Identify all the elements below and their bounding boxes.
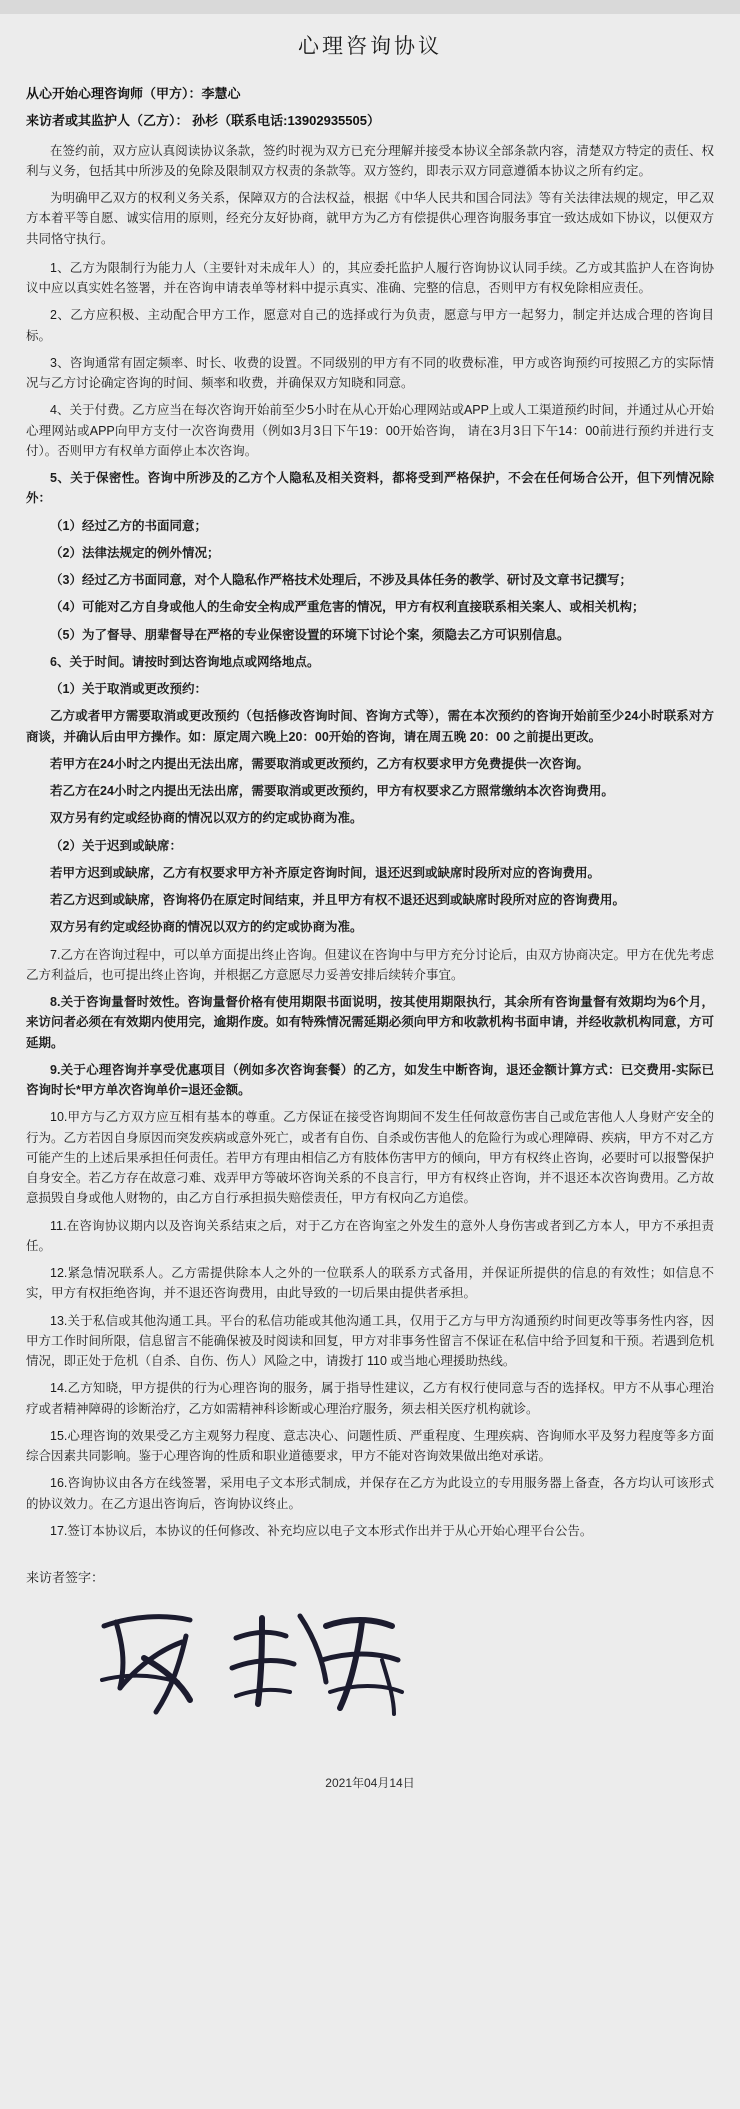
clause-14: 14.乙方知晓，甲方提供的行为心理咨询的服务，属于指导性建议，乙方有权行使同意与否的选择权。甲方不从事心理治疗或者精神障碍的诊断治疗，乙方如需精神科诊断或心理治疗服务，须去相关医疗机构就诊。 [26,1381,714,1416]
clause-6-agreement-note-2: 双方另有约定或经协商的情况以双方的约定或协商为准。 [50,920,363,935]
signature-date: 2021年04月14日 [325,1776,415,1791]
clause-13: 13.关于私信或其他沟通工具。平台的私信功能或其他沟通工具，仅用于乙方与甲方沟通预约时间更改等事务性内容，因甲方工作时间所限，信息留言不能确保被及时阅读和回复，甲方对非事务性留言不保证在私信中给予回复和干预。若遇到危机情况，即正处于危机（自杀、自伤、伤人）风险之中，请拨打 110 或当地心理援助热线。 [26,1313,714,1369]
page-title: 心理咨询协议 [298,34,442,59]
clause-6-client-late: 若乙方迟到或缺席，咨询将仍在原定时间结束，并且甲方有权不退还迟到或缺席时段所对应的咨询费用。 [50,893,626,908]
document-body [0,84,740,1791]
clause-6-sub-1: （1）关于取消或更改预约： [50,682,207,697]
clause-7: 7.乙方在咨询过程中，可以单方面提出终止咨询。但建议在咨询中与甲方充分讨论后，由双方协商决定。甲方在优先考虑乙方利益后，也可提出终止咨询，并根据乙方意愿尽力妥善安排后续转介事宜。 [26,947,714,982]
intro-paragraph-2: 为明确甲乙双方的权利义务关系，保障双方的合法权益，根据《中华人民共和国合同法》等有关法律法规的规定，甲乙双方本着平等自愿、诚实信用的原则，经充分友好协商，就甲方为乙方有偿提供心理咨询服务事宜一致达成如下协议，以便双方共同恪守执行。 [26,191,714,246]
clause-5: 5、关于保密性。咨询中所涉及的乙方个人隐私及相关资料，都将受到严格保护，不会在任何场合公开，但下列情况除外： [26,471,714,506]
clause-5-sub-1: （1）经过乙方的书面同意； [50,518,207,533]
clause-9: 9.关于心理咨询并享受优惠项目（例如多次咨询套餐）的乙方，如发生中断咨询，退还金额计算方式：已交费用-实际已咨询时长*甲方单次咨询单价=退还金额。 [26,1062,714,1098]
clause-6-counselor-cancel: 若甲方在24小时之内提出无法出席，需要取消或更改预约，乙方有权要求甲方免费提供一次咨询。 [50,756,589,771]
clause-12: 12.紧急情况联系人。乙方需提供除本人之外的一位联系人的联系方式备用，并保证所提供的信息的有效性；如信息不实，甲方有权拒绝咨询，并不退还咨询费用，由此导致的一切后果由提供者承担。 [26,1266,714,1301]
clause-6: 6、关于时间。请按时到达咨询地点或网络地点。 [50,654,320,669]
intro-paragraph-1: 在签约前，双方应认真阅读协议条款，签约时视为双方已充分理解并接受本协议全部条款内容，清楚双方特定的责任、权利与义务，包括其中所涉及的免除及限制双方权责的条款等。双方签约，即表示双方同意遵循本协议之所有约定。 [26,143,714,178]
clause-1: 1、乙方为限制行为能力人（主要针对未成年人）的，其应委托监护人履行咨询协议认同手续。乙方或其监护人在咨询协议中应以真实姓名签署，并在咨询申请表单等材料中提示真实、准确、完整的信息，否则甲方有权免除相应责任。 [26,260,714,296]
clause-5-sub-4: （4）可能对乙方自身或他人的生命安全构成严重危害的情况，甲方有权利直接联系相关案人、或相关机构； [50,600,645,615]
signature-area [26,1590,714,1740]
signature-label: 来访者签字： [26,1570,105,1586]
clause-5-sub-2: （2）法律法规定的例外情况； [50,545,220,560]
clause-6-agreement-note-1: 双方另有约定或经协商的情况以双方的约定或协商为准。 [50,811,363,826]
clause-5-sub-3: （3）经过乙方书面同意，对个人隐私作严格技术处理后，不涉及具体任务的教学、研讨及文章书记撰写； [50,573,632,588]
clause-16: 16.咨询协议由各方在线签署，采用电子文本形式制成，并保存在乙方为此设立的专用服务器上备查，各方均认可该形式的协议效力。在乙方退出咨询后，咨询协议终止。 [26,1476,714,1511]
clause-4: 4、关于付费。乙方应当在每次咨询开始前至少5小时在从心开始心理网站或APP上或人工渠道预约时间，并通过从心开始心理网站或APP向甲方支付一次咨询费用（例如3月3日下午19：00开始咨询， 请在3月3日下午14：00前进行预约并进行支付）。否则甲方有权单方面停止本次咨询。 [26,403,714,458]
clause-17: 17.签订本协议后，本协议的任何修改、补充均应以电子文本形式作出并于从心开始心理平台公告。 [50,1523,593,1538]
clause-6-client-cancel: 若乙方在24小时之内提出无法出席，需要取消或更改预约，甲方有权要求乙方照常缴纳本次咨询费用。 [50,784,614,799]
clause-8: 8.关于咨询量督时效性。咨询量督价格有使用期限书面说明，按其使用期限执行，其余所有咨询量督有效期均为6个月，来访问者必须在有效期内使用完，逾期作废。如有特殊情况需延期必须向甲方和收款机构书面申请，并经收款机构同意，方可延期。 [26,995,714,1050]
clause-3: 3、咨询通常有固定频率、时长、收费的设置。不同级别的甲方有不同的收费标准，甲方或咨询预约可按照乙方的实际情况与乙方讨论确定咨询的时间、频率和收费，并确保双方知晓和同意。 [26,355,714,391]
clause-2: 2、乙方应积极、主动配合甲方工作，愿意对自己的选择或行为负责，愿意与甲方一起努力，制定并达成合理的咨询目标。 [26,308,714,343]
party-line-client: 来访者或其监护人（乙方）： 孙杉（联系电话:13902935505） [26,112,380,128]
clause-11: 11.在咨询协议期内以及咨询关系结束之后，对于乙方在咨询室之外发生的意外人身伤害或者到乙方本人，甲方不承担责任。 [26,1218,714,1253]
clause-15: 15.心理咨询的效果受乙方主观努力程度、意志决心、问题性质、严重程度、生理疾病、咨询师水平及努力程度等多方面综合因素共同影响。鉴于心理咨询的性质和职业道德要求，甲方不能对咨询效果做出绝对承诺。 [26,1428,714,1464]
clause-6-sub-1-detail: 乙方或者甲方需要取消或更改预约（包括修改咨询时间、咨询方式等），需在本次预约的咨询开始前至少24小时联系对方商谈，并确认后由甲方操作。如：原定周六晚上20：00开始的咨询，请在周五晚 20：00 之前提出更改。 [26,709,714,744]
party-line-counselor: 从心开始心理咨询师（甲方）：李慧心 [26,86,241,102]
handwritten-signature-icon [86,1596,416,1736]
clause-5-sub-5: （5）为了督导、朋辈督导在严格的专业保密设置的环境下讨论个案，须隐去乙方可识别信息。 [50,627,570,642]
clause-10: 10.甲方与乙方双方应互相有基本的尊重。乙方保证在接受咨询期间不发生任何故意伤害自己或危害他人人身财产安全的行为。乙方若因自身原因而突发疾病或意外死亡，或者有自伤、自杀或伤害他人的危险行为或心理障碍、疾病，甲方不对乙方可能产生的上述后果承担任何责任。若甲方有理由相信乙方有肢体伤害甲方的倾向，甲方有权终止咨询，必要时可以报警保护自身安全。若乙方存在故意刁难、戏弄甲方等破坏咨询关系的不良言行，甲方有权终止咨询，并不退还本次咨询费用。乙方故意损毁自身或他人财物的，由乙方自行承担损失赔偿责任，甲方有权向乙方追偿。 [26,1110,714,1206]
clause-6-counselor-late: 若甲方迟到或缺席，乙方有权要求甲方补齐原定咨询时间，退还迟到或缺席时段所对应的咨询费用。 [50,865,601,880]
clause-6-sub-2: （2）关于迟到或缺席： [50,838,182,853]
agreement-page [0,14,740,2109]
